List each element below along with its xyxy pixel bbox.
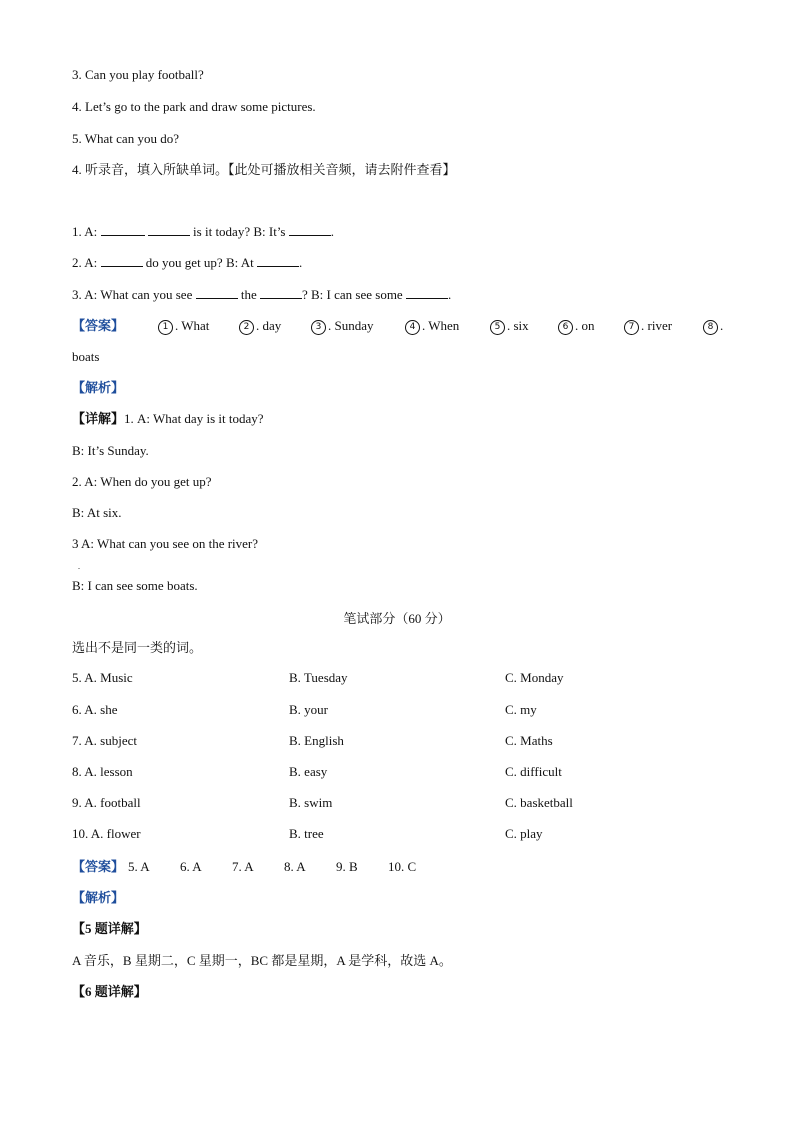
fill-text: the bbox=[240, 287, 257, 302]
answer-text: . bbox=[720, 318, 724, 333]
option-a: 7. A. subject bbox=[72, 733, 137, 748]
stray-mark: . bbox=[78, 562, 80, 571]
answer-row bbox=[72, 858, 472, 876]
option-c: C. Monday bbox=[505, 670, 564, 685]
question-heading: 4. 听录音，填入所缺单词。【此处可播放相关音频，请去附件查看】 bbox=[72, 162, 456, 177]
answer-item bbox=[158, 317, 209, 335]
option-b: B. your bbox=[289, 702, 328, 717]
option-a: 10. A. flower bbox=[72, 826, 141, 841]
answer-item: 6. A bbox=[180, 859, 202, 874]
fill-line-3 bbox=[72, 286, 451, 304]
option-c: C. my bbox=[505, 702, 537, 717]
answer-item bbox=[558, 317, 595, 335]
answer-item bbox=[239, 317, 281, 335]
analysis-label: 【解析】 bbox=[72, 890, 125, 905]
answer-text: . river bbox=[641, 318, 673, 333]
answer-item: 9. B bbox=[336, 859, 358, 874]
blank bbox=[406, 286, 448, 299]
listening-item: 5. What can you do? bbox=[72, 131, 179, 146]
circled-number: 1 bbox=[158, 320, 173, 335]
circled-number: 4 bbox=[405, 320, 420, 335]
circled-number: 8 bbox=[703, 320, 718, 335]
answer-label: 【答案】 bbox=[72, 318, 125, 333]
fill-end: . bbox=[299, 255, 303, 270]
fill-prefix: 2. A: bbox=[72, 255, 98, 270]
blank bbox=[101, 223, 145, 236]
answer-item: 10. C bbox=[388, 859, 417, 874]
q5-detail-label: 【5 题详解】 bbox=[72, 921, 147, 936]
answer-text: . on bbox=[575, 318, 595, 333]
circled-number: 3 bbox=[311, 320, 326, 335]
answer-item: 7. A bbox=[232, 859, 254, 874]
detail-line: B: I can see some boats. bbox=[72, 578, 198, 593]
option-a: 9. A. football bbox=[72, 795, 141, 810]
circled-number: 2 bbox=[239, 320, 254, 335]
option-b: B. swim bbox=[289, 795, 333, 810]
detail-line: 3 A: What can you see on the river? bbox=[72, 536, 259, 551]
fill-line-2 bbox=[72, 254, 302, 272]
blank bbox=[196, 286, 238, 299]
instruction: 选出不是同一类的词。 bbox=[72, 640, 203, 655]
option-c: C. difficult bbox=[505, 764, 562, 779]
q5-detail-text: A 音乐，B 星期二，C 星期一，BC 都是星期，A 是学科，故选 A。 bbox=[72, 953, 452, 968]
answer-label: 【答案】 bbox=[72, 859, 125, 874]
analysis-label: 【解析】 bbox=[72, 380, 125, 395]
detail-label: 【详解】 bbox=[72, 411, 125, 426]
fill-text: ? B: I can see some bbox=[301, 287, 403, 302]
blank bbox=[101, 254, 143, 267]
answer-item bbox=[624, 317, 672, 335]
detail-line bbox=[72, 410, 264, 428]
detail-text: 1. A: What day is it today? bbox=[124, 411, 264, 426]
option-a: 5. A. Music bbox=[72, 670, 133, 685]
blank bbox=[289, 223, 331, 236]
option-c: C. basketball bbox=[505, 795, 573, 810]
fill-prefix: 1. A: bbox=[72, 224, 98, 239]
detail-line: B: It’s Sunday. bbox=[72, 443, 149, 458]
blank bbox=[148, 223, 190, 236]
answer-row bbox=[72, 317, 732, 335]
detail-line: 2. A: When do you get up? bbox=[72, 474, 212, 489]
option-b: B. English bbox=[289, 733, 344, 748]
option-c: C. play bbox=[505, 826, 543, 841]
answer-item bbox=[490, 317, 529, 335]
fill-line-1 bbox=[72, 223, 334, 241]
blank bbox=[260, 286, 302, 299]
fill-text: do you get up? B: At bbox=[145, 255, 254, 270]
circled-number: 7 bbox=[624, 320, 639, 335]
answer-text: . six bbox=[507, 318, 529, 333]
option-a: 8. A. lesson bbox=[72, 764, 133, 779]
option-a: 6. A. she bbox=[72, 702, 118, 717]
option-b: B. Tuesday bbox=[289, 670, 348, 685]
listening-item: 3. Can you play football? bbox=[72, 67, 204, 82]
fill-text: is it today? B: It’s bbox=[193, 224, 286, 239]
answer-text: . What bbox=[175, 318, 210, 333]
answer-text: . Sunday bbox=[328, 318, 374, 333]
answer-item bbox=[405, 317, 459, 335]
fill-end: . bbox=[330, 224, 334, 239]
blank bbox=[257, 254, 299, 267]
fill-end: . bbox=[447, 287, 452, 302]
option-b: B. tree bbox=[289, 826, 324, 841]
answer-wrap: boats bbox=[72, 349, 100, 364]
fill-prefix: 3. A: What can you see bbox=[72, 287, 193, 302]
circled-number: 6 bbox=[558, 320, 573, 335]
answer-text: . day bbox=[256, 318, 282, 333]
circled-number: 5 bbox=[490, 320, 505, 335]
section-title: 笔试部分（60 分） bbox=[343, 611, 451, 626]
option-c: C. Maths bbox=[505, 733, 553, 748]
q6-detail-label: 【6 题详解】 bbox=[72, 984, 147, 999]
listening-item: 4. Let’s go to the park and draw some pictures. bbox=[72, 99, 316, 114]
answer-item bbox=[703, 317, 723, 335]
detail-line: B: At six. bbox=[72, 505, 122, 520]
answer-item: 8. A bbox=[284, 859, 306, 874]
answer-item bbox=[311, 317, 374, 335]
answer-item: 5. A bbox=[128, 859, 150, 874]
answer-text: . When bbox=[422, 318, 460, 333]
option-b: B. easy bbox=[289, 764, 328, 779]
